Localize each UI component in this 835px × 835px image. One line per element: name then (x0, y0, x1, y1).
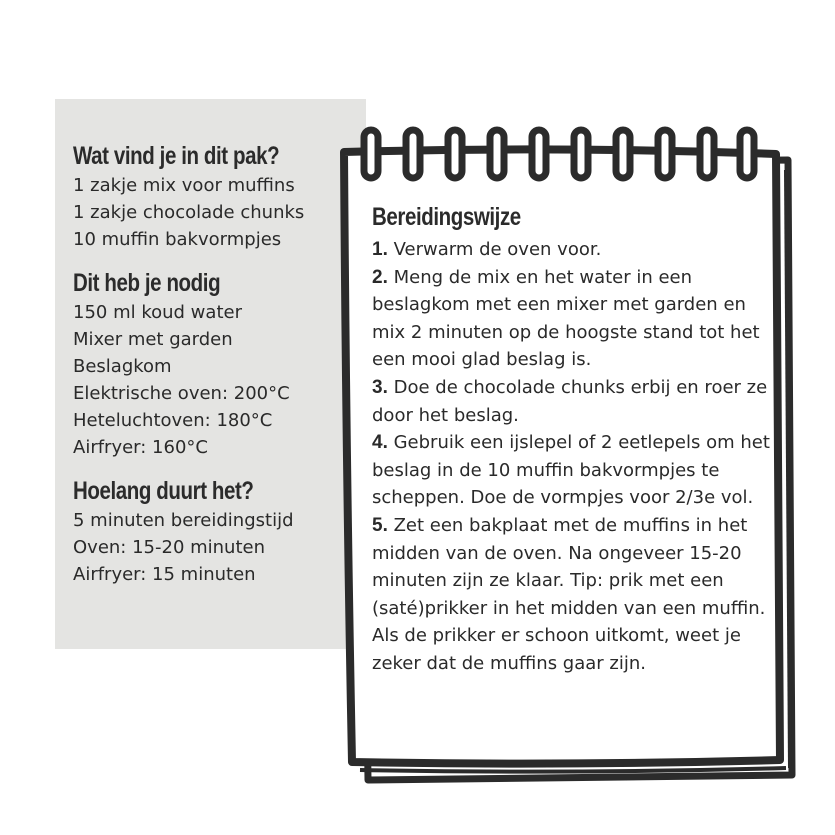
method-step (372, 429, 772, 512)
spiral-ring-icon (700, 130, 714, 178)
duration-item: 5 minuten bereidingstijd (73, 510, 294, 531)
duration-item: Oven: 15-20 minuten (73, 537, 266, 558)
needs-item: Mixer met garden (73, 329, 233, 350)
method-step (372, 512, 772, 678)
needs-item: Elektrische oven: 200°C (73, 383, 290, 404)
needs-item: 150 ml koud water (73, 302, 242, 323)
step-text: Gebruik een ijslepel of 2 eetlepels om het beslag in de 10 muffin bakvormpjes te scheppen. Doe de vormpjes voor 2/3e vol. (372, 432, 770, 509)
step-text: Verwarm de oven voor. (393, 239, 602, 260)
step-number: 5. (372, 514, 388, 536)
step-number: 1. (372, 239, 388, 260)
spiral-ring-icon (574, 130, 588, 178)
contents-heading: Wat vind je in dit pak? (73, 142, 280, 170)
spiral-ring-icon (364, 130, 378, 178)
method-step (372, 374, 772, 429)
step-number: 4. (372, 432, 388, 454)
step-text: Zet een bakplaat met de muffins in het midden van de oven. Na ongeveer 15-20 minuten zijn ze klaar. Tip: prik met een (saté)prikker in het midden van een muffin. Als de prikker er schoon uitkomt, weet je zeker dat de muffins gaar zijn. (372, 514, 766, 674)
contents-item: 10 muffin bakvormpjes (73, 229, 282, 250)
method-column (372, 200, 772, 678)
method-step (372, 264, 772, 374)
needs-item: Beslagkom (73, 356, 172, 377)
step-text: Meng de mix en het water in een beslagkom met een mixer met garden en mix 2 minuten op de hoogste stand tot het een mooi glad beslag is. (372, 266, 760, 371)
duration-heading: Hoelang duurt het? (73, 477, 254, 505)
spiral-ring-icon (532, 130, 546, 178)
spiral-ring-icon (658, 130, 672, 178)
needs-item: Heteluchtoven: 180°C (73, 410, 273, 431)
contents-item: 1 zakje chocolade chunks (73, 202, 305, 223)
spiral-ring-icon (448, 130, 462, 178)
spiral-ring-icon (616, 130, 630, 178)
spiral-ring-icon (740, 130, 754, 178)
spiral-ring-icon (490, 130, 504, 178)
step-number: 3. (372, 376, 388, 398)
step-text: Doe de chocolade chunks erbij en roer ze door het beslag. (372, 376, 768, 426)
contents-item: 1 zakje mix voor muffins (73, 175, 295, 196)
needs-heading: Dit heb je nodig (73, 269, 221, 297)
step-number: 2. (372, 266, 388, 288)
duration-item: Airfryer: 15 minuten (73, 564, 256, 585)
spiral-ring-icon (406, 130, 420, 178)
method-step (372, 236, 772, 264)
method-heading: Bereidingswijze (372, 203, 521, 231)
needs-item: Airfryer: 160°C (73, 437, 208, 458)
